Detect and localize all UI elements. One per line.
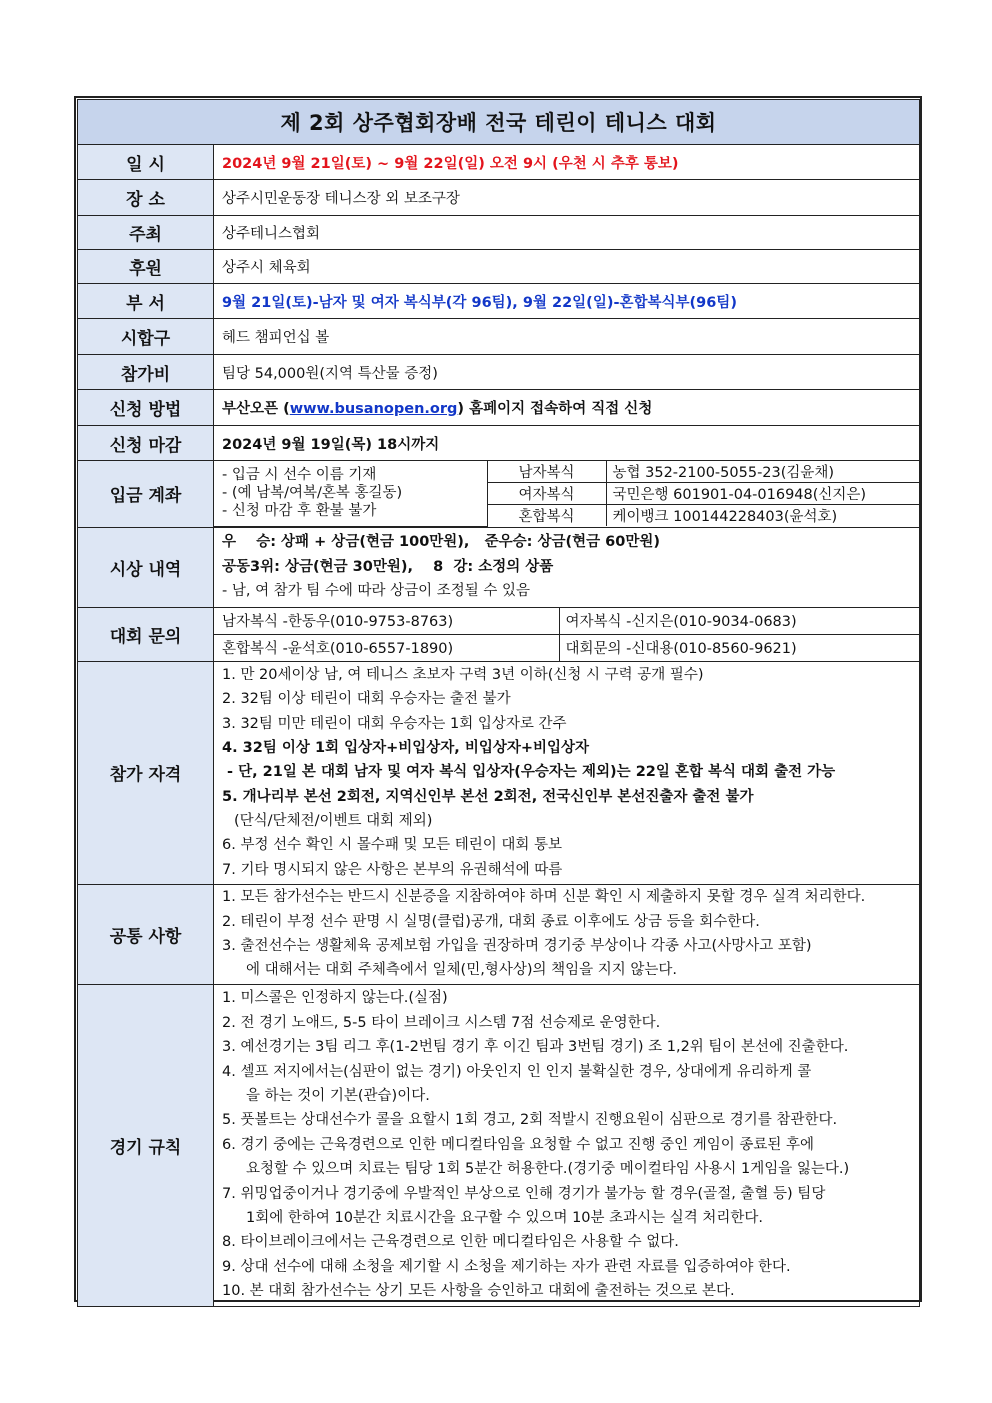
eligibility-line: 7. 기타 명시되지 않은 사항은 본부의 유권해석에 따름 [222, 861, 563, 878]
value-date: 2024년 9월 21일(토) ~ 9월 22일(일) 오전 9시 (우천 시 추후 통보) [214, 145, 920, 180]
label-date: 일 시 [78, 145, 214, 180]
label-apply-deadline: 신청 마감 [78, 426, 214, 461]
value-host: 상주테니스협회 [214, 216, 920, 250]
document-title: 제 2회 상주협회장배 전국 테린이 테니스 대회 [78, 100, 920, 145]
common-line: 3. 출전선수는 생활체육 공제보험 가입을 권장하며 경기중 부상이나 각종 사고(사망사고 포함) [222, 938, 812, 954]
label-venue: 장 소 [78, 180, 214, 216]
row-inquiry [78, 607, 920, 661]
row-division [78, 284, 920, 319]
deposit-subtable [214, 461, 919, 527]
contact: 혼합복식 -윤석호(010-6557-1890) [214, 634, 559, 661]
title-row [78, 100, 920, 145]
rule-line: 6. 경기 중에는 근육경련으로 인한 메디컬타임을 요청할 수 없고 진행 중인 게임이 종료된 후에 [222, 1136, 815, 1153]
apply-suffix: ) 홈페이지 접속하여 직접 신청 [457, 401, 653, 417]
eligibility-line: - 단, 21일 본 대회 남자 및 여자 복식 입상자(우승자는 제외)는 22일 혼합 복식 대회 출전 가능 [222, 764, 836, 781]
eligibility-line: 4. 32팀 이상 1회 입상자+비입상자, 비입상자+비입상자 [222, 739, 590, 756]
label-host: 주최 [78, 216, 214, 250]
busanopen-link[interactable]: www.busanopen.org [289, 401, 458, 417]
contact: 대회문의 -신대용(010-8560-9621) [559, 634, 919, 661]
eligibility-line: (단식/단체전/이벤트 대회 제외) [234, 813, 433, 830]
rule-line: 요청할 수 있으며 치료는 팀당 1회 5분간 허용한다.(경기중 메이컬타임 사용시 1게임을 잃는다.) [246, 1161, 850, 1178]
eligibility-line: 2. 32팀 이상 테린이 대회 우승자는 출전 불가 [222, 691, 511, 708]
value-inquiry [214, 607, 920, 661]
rule-line: 2. 전 경기 노애드, 5-5 타이 브레이크 시스템 7점 선승제로 운영한다. [222, 1014, 661, 1031]
common-line: 2. 테린이 부정 선수 판명 시 실명(클럽)공개, 대회 종료 이후에도 상금 등을 회수한다. [222, 913, 760, 930]
value-deposit [214, 461, 920, 528]
value-rules [214, 984, 920, 1306]
value-eligibility [214, 661, 920, 884]
value-prizes [214, 527, 920, 607]
label-inquiry: 대회 문의 [78, 607, 214, 661]
row-ball [78, 319, 920, 355]
row-apply-method [78, 390, 920, 426]
value-apply-method [214, 390, 920, 426]
deposit-note: - 신청 마감 후 환불 불가 [222, 503, 377, 520]
account-number: 농협 352-2100-5055-23(김윤채) [606, 461, 919, 483]
rule-line: 8. 타이브레이크에서는 근육경련으로 인한 메디컬타임은 사용할 수 없다. [222, 1234, 679, 1251]
contact: 남자복식 -한동우(010-9753-8763) [214, 608, 559, 635]
deposit-note: - 입금 시 선수 이름 기재 [222, 467, 377, 484]
rule-line: 1. 미스콜은 인정하지 않는다.(실점) [222, 990, 448, 1007]
tournament-info-table [77, 99, 920, 1307]
label-deposit: 입금 계좌 [78, 461, 214, 528]
row-venue [78, 180, 920, 216]
inquiry-subtable [214, 608, 919, 661]
label-rules: 경기 규칙 [78, 984, 214, 1306]
rule-line: 9. 상대 선수에 대해 소청을 제기할 시 소청을 제기하는 자가 관련 자료를 입증하여야 한다. [222, 1258, 791, 1275]
value-venue: 상주시민운동장 테니스장 외 보조구장 [214, 180, 920, 216]
deposit-note: - (예 남복/여복/혼복 홍길동) [222, 485, 403, 502]
rule-line: 5. 풋볼트는 상대선수가 콜을 요할시 1회 경고, 2회 적발시 진행요원이 심판으로 경기를 참관한다. [222, 1112, 838, 1129]
eligibility-line: 1. 만 20세이상 남, 여 테니스 초보자 구력 3년 이하(신청 시 구력 공개 필수) [222, 666, 704, 683]
rule-line: 4. 셀프 저지에서는(심판이 없는 경기) 아웃인지 인 인지 불확실한 경우, 상대에게 유리하게 콜 [222, 1063, 812, 1080]
label-prizes: 시상 내역 [78, 527, 214, 607]
label-ball: 시합구 [78, 319, 214, 355]
common-line: 1. 모든 참가선수는 반드시 신분증을 지참하여야 하며 신분 확인 시 제출하지 못할 경우 실격 처리한다. [222, 889, 866, 906]
common-line: 에 대해서는 대회 주체측에서 일체(민,형사상)의 책임을 지지 않는다. [246, 962, 677, 979]
prize-line: 우 승: 상패 + 상금(현금 100만원), 준우승: 상금(현금 60만원) [222, 534, 660, 551]
rule-line: 을 하는 것이 기본(관습)이다. [246, 1088, 430, 1105]
row-eligibility [78, 661, 920, 884]
row-host [78, 216, 920, 250]
row-rules [78, 984, 920, 1306]
value-apply-deadline: 2024년 9월 19일(목) 18시까지 [214, 426, 920, 461]
eligibility-line: 3. 32팀 미만 테린이 대회 우승자는 1회 입상자로 간주 [222, 715, 567, 732]
label-sponsor: 후원 [78, 250, 214, 284]
contact: 여자복식 -신지은(010-9034-0683) [559, 608, 919, 635]
label-apply-method: 신청 방법 [78, 390, 214, 426]
row-apply-deadline [78, 426, 920, 461]
account-type: 여자복식 [487, 483, 606, 505]
value-common [214, 884, 920, 984]
rule-line: 3. 예선경기는 3팀 리그 후(1-2번팀 경기 후 이긴 팀과 3번팀 경기) 조 1,2위 팀이 본선에 진출한다. [222, 1039, 849, 1056]
account-number: 국민은행 601901-04-016948(신지은) [606, 483, 919, 505]
value-ball: 헤드 챔피언십 볼 [214, 319, 920, 355]
rule-line: 10. 본 대회 참가선수는 상기 모든 사항을 승인하고 대회에 출전하는 것으로 본다. [222, 1283, 735, 1300]
eligibility-line: 6. 부정 선수 확인 시 몰수패 및 모든 테린이 대회 통보 [222, 837, 563, 854]
value-fee: 팀당 54,000원(지역 특산물 증정) [214, 355, 920, 390]
rule-line: 7. 위밍업중이거나 경기중에 우발적인 부상으로 인해 경기가 불가능 할 경우(골절, 출혈 등) 팀당 [222, 1185, 826, 1202]
row-deposit [78, 461, 920, 528]
label-division: 부 서 [78, 284, 214, 319]
row-prizes [78, 527, 920, 607]
eligibility-line: 5. 개나리부 본선 2회전, 지역신인부 본선 2회전, 전국신인부 본선진출자 출전 불가 [222, 788, 754, 805]
label-common: 공통 사항 [78, 884, 214, 984]
deposit-notes [214, 461, 487, 526]
row-common [78, 884, 920, 984]
row-date [78, 145, 920, 180]
row-sponsor [78, 250, 920, 284]
prize-line: - 남, 여 참가 팀 수에 따라 상금이 조정될 수 있음 [222, 583, 531, 600]
apply-prefix: 부산오픈 ( [222, 401, 290, 417]
account-type: 남자복식 [487, 461, 606, 483]
rule-line: 1회에 한하여 10분간 치료시간을 요구할 수 있으며 10분 초과시는 실격 처리한다. [246, 1209, 764, 1226]
account-type: 혼합복식 [487, 505, 606, 527]
prize-line: 공동3위: 상금(현금 30만원), 8 강: 소정의 상품 [222, 558, 554, 575]
account-number: 케이뱅크 100144228403(윤석호) [606, 505, 919, 527]
label-fee: 참가비 [78, 355, 214, 390]
value-sponsor: 상주시 체육회 [214, 250, 920, 284]
row-fee [78, 355, 920, 390]
value-division: 9월 21일(토)-남자 및 여자 복식부(각 96팀), 9월 22일(일)-혼합복식부(96팀) [214, 284, 920, 319]
label-eligibility: 참가 자격 [78, 661, 214, 884]
